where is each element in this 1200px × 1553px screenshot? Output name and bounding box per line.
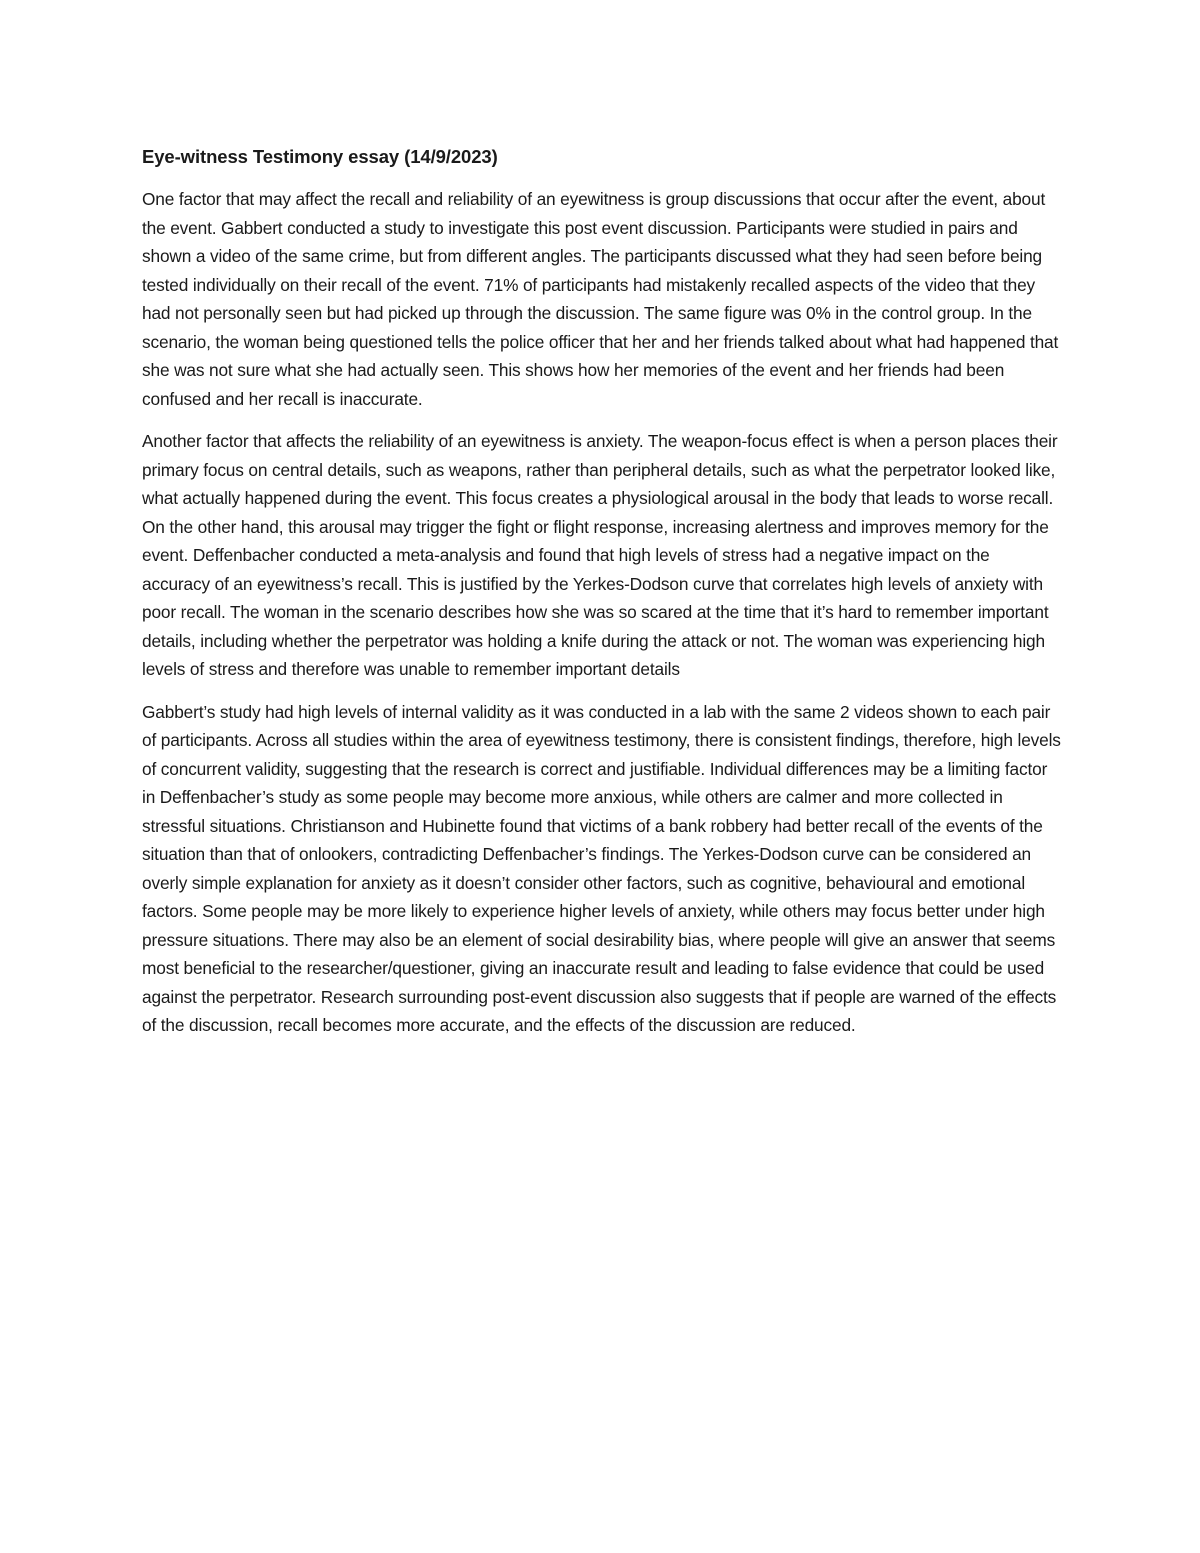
document-body <box>142 143 1062 1054</box>
paragraph-post-event-discussion: One factor that may affect the recall and reliability of an eyewitness is group discussions that occur after the event, about the event. Gabbert conducted a study to investigate this post event discussion. Participants were studied in pairs and shown a video of the same crime, but from different angles. The participants discussed what they had seen before being tested individually on their recall of the event. 71% of participants had mistakenly recalled aspects of the video that they had not personally seen but had picked up through the discussion. The same figure was 0% in the control group. In the scenario, the woman being questioned tells the police officer that her and her friends talked about what had happened that she was not sure what she had actually seen. This shows how her memories of the event and her friends had been confused and her recall is inaccurate. <box>142 189 1059 409</box>
document-title: Eye-witness Testimony essay (14/9/2023) <box>142 146 498 167</box>
paragraph-anxiety: Another factor that affects the reliability of an eyewitness is anxiety. The weapon-focus effect is when a person places their primary focus on central details, such as weapons, rather than peripheral details, such as what the perpetrator looked like, what actually happened during the event. This focus creates a physiological arousal in the body that leads to worse recall. On the other hand, this arousal may trigger the fight or flight response, increasing alertness and improves memory for the event. Deffenbacher conducted a meta-analysis and found that high levels of stress had a negative impact on the accuracy of an eyewitness’s recall. This is justified by the Yerkes-Dodson curve that correlates high levels of anxiety with poor recall. The woman in the scenario describes how she was so scared at the time that it’s hard to remember important details, including whether the perpetrator was holding a knife during the attack or not. The woman was experiencing high levels of stress and therefore was unable to remember important details <box>142 431 1058 679</box>
paragraph-evaluation: Gabbert’s study had high levels of internal validity as it was conducted in a lab with the same 2 videos shown to each pair of participants. Across all studies within the area of eyewitness testimony, there is consistent findings, therefore, high levels of concurrent validity, suggesting that the research is correct and justifiable. Individual differences may be a limiting factor in Deffenbacher’s study as some people may become more anxious, while others are calmer and more collected in stressful situations. Christianson and Hubinette found that victims of a bank robbery had better recall of the events of the situation than that of onlookers, contradicting Deffenbacher’s findings. The Yerkes-Dodson curve can be considered an overly simple explanation for anxiety as it doesn’t consider other factors, such as cognitive, behavioural and emotional factors. Some people may be more likely to experience higher levels of anxiety, while others may focus better under high pressure situations. There may also be an element of social desirability bias, where people will give an answer that seems most beneficial to the researcher/questioner, giving an inaccurate result and leading to false evidence that could be used against the perpetrator. Research surrounding post-event discussion also suggests that if people are warned of the effects of the discussion, recall becomes more accurate, and the effects of the discussion are reduced. <box>142 701 1061 1035</box>
